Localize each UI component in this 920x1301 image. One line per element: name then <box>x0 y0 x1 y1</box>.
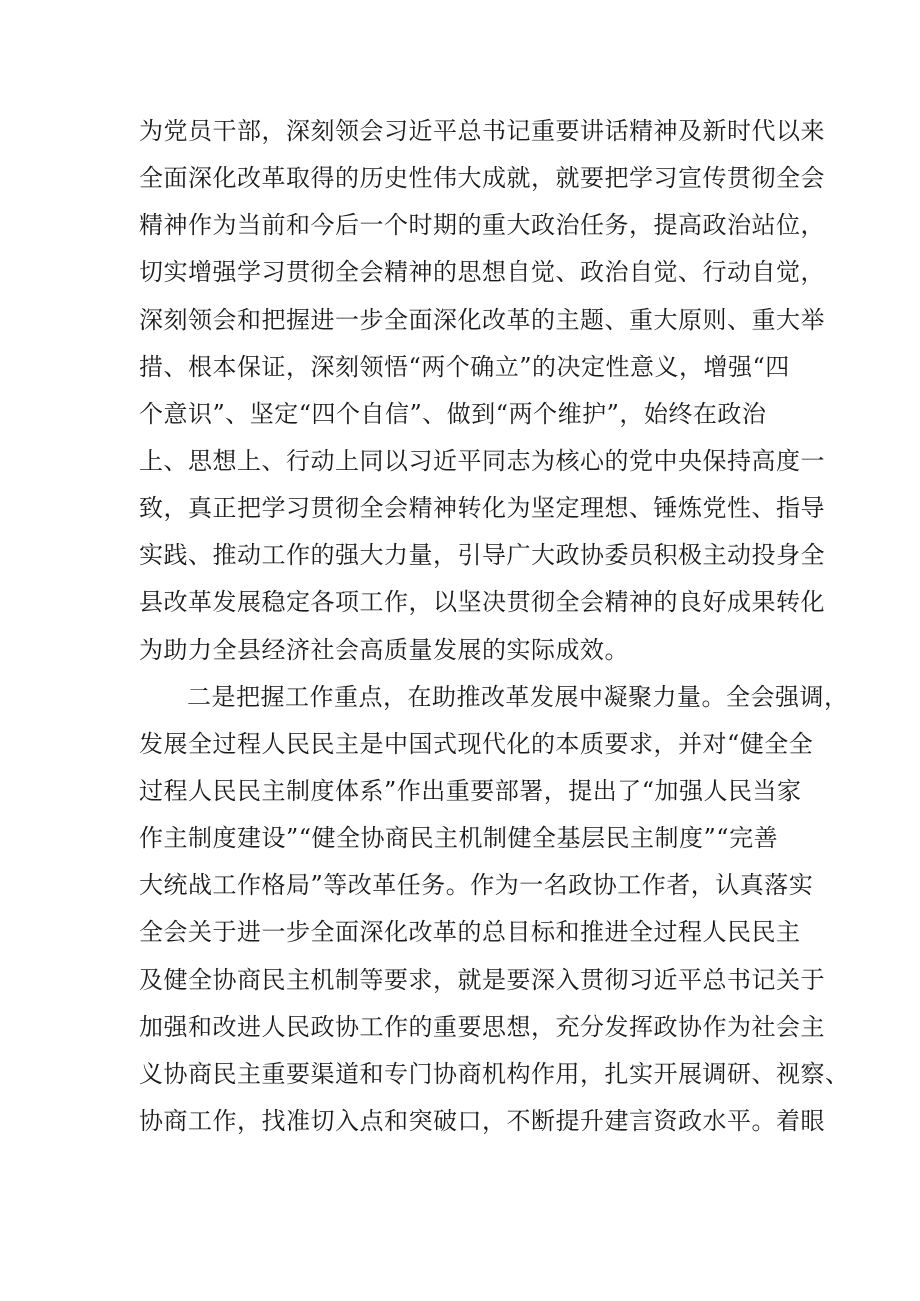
text-line: 及健全协商民主机制等要求，就是要深入贯彻习近平总书记关于 <box>139 965 825 994</box>
paragraph-2 <box>139 674 850 1145</box>
paragraph-1 <box>139 108 825 674</box>
text-line: 个意识”、坚定“四个自信”、做到“两个维护”，始终在政治 <box>139 399 767 428</box>
text-line: 为助力全县经济社会高质量发展的实际成效。 <box>139 635 629 664</box>
text-line: 协商工作，找准切入点和突破口，不断提升建言资政水平。着眼 <box>139 1106 825 1135</box>
text-line: 加强和改进人民政协工作的重要思想，充分发挥政协作为社会主 <box>139 1012 825 1041</box>
text-line: 精神作为当前和今后一个时期的重大政治任务，提高政治站位， <box>139 211 825 240</box>
text-line: 作主制度建设”“健全协商民主机制健全基层民主制度”“完善 <box>139 824 779 853</box>
text-line: 全会关于进一步全面深化改革的总目标和推进全过程人民民主 <box>139 918 801 947</box>
text-line: 县改革发展稳定各项工作，以坚决贯彻全会精神的良好成果转化 <box>139 588 825 617</box>
text-line: 过程人民民主制度体系”作出重要部署，提出了“加强人民当家 <box>139 776 802 805</box>
text-line-indented: 二是把握工作重点，在助推改革发展中凝聚力量。全会强调， <box>187 682 849 711</box>
text-line: 义协商民主重要渠道和专门协商机构作用，扎实开展调研、视察、 <box>139 1059 850 1088</box>
text-line: 全面深化改革取得的历史性伟大成就，就要把学习宣传贯彻全会 <box>139 164 825 193</box>
text-line: 措、根本保证，深刻领悟“两个确立”的决定性意义，增强“四 <box>139 352 790 381</box>
text-line: 上、思想上、行动上同以习近平同志为核心的党中央保持高度一 <box>139 446 825 475</box>
text-line: 深刻领会和把握进一步全面深化改革的主题、重大原则、重大举 <box>139 305 825 334</box>
text-line: 致，真正把学习贯彻全会精神转化为坚定理想、锤炼党性、指导 <box>139 494 825 523</box>
text-line: 大统战工作格局”等改革任务。作为一名政协工作者，认真落实 <box>139 871 814 900</box>
text-line: 为党员干部，深刻领会习近平总书记重要讲话精神及新时代以来 <box>139 117 825 145</box>
text-line: 发展全过程人民民主是中国式现代化的本质要求，并对“健全全 <box>139 729 814 758</box>
body-text <box>139 108 850 1145</box>
text-line: 实践、推动工作的强大力量，引导广大政协委员积极主动投身全 <box>139 541 825 570</box>
text-line: 切实增强学习贯彻全会精神的思想自觉、政治自觉、行动自觉， <box>139 258 825 287</box>
